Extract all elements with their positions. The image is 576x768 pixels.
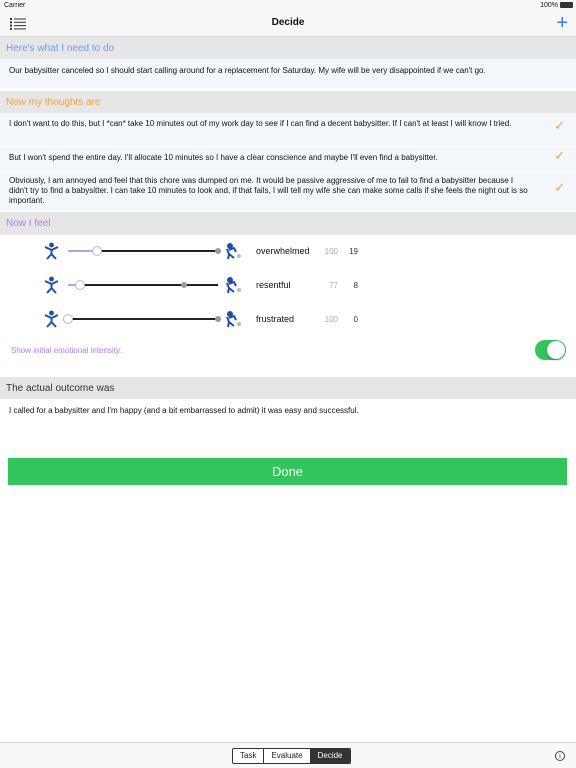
thought-item[interactable] xyxy=(0,173,576,211)
distressed-figure-icon xyxy=(224,310,242,328)
emotion-name: frustrated xyxy=(256,314,295,324)
emotion-row xyxy=(0,306,576,334)
show-initial-toggle[interactable] xyxy=(535,340,566,360)
calm-figure-icon xyxy=(44,242,59,260)
tab-task[interactable]: Task xyxy=(233,749,264,763)
initial-value: 100 xyxy=(324,247,338,256)
navigation-bar xyxy=(0,11,576,37)
show-initial-label: Show initial emotional intensity: xyxy=(11,346,123,355)
emotion-name: overwhelmed xyxy=(256,246,310,256)
current-value: 8 xyxy=(353,281,358,290)
outcome-header: The actual outcome was xyxy=(0,377,576,399)
initial-value: 100 xyxy=(324,315,338,324)
thoughts-header: Now my thoughts are xyxy=(0,91,576,113)
outcome-text[interactable]: I called for a babysitter and I'm happy (and a bit embarrassed to admit) it was easy and successful. xyxy=(9,406,359,415)
checkmark-icon: ✓ xyxy=(554,148,565,163)
distressed-figure-icon xyxy=(224,276,242,294)
initial-marker xyxy=(215,316,221,322)
slider-track[interactable] xyxy=(68,318,218,320)
checkmark-icon: ✓ xyxy=(554,180,565,195)
battery-percent: 100% xyxy=(540,2,558,9)
distressed-figure-icon xyxy=(224,242,242,260)
initial-marker xyxy=(181,282,187,288)
feel-header: Now I feel xyxy=(0,212,576,235)
page-title: Decide xyxy=(271,17,305,28)
thought-item[interactable] xyxy=(0,147,576,172)
info-icon[interactable]: i xyxy=(555,751,565,761)
mode-segmented-control xyxy=(232,748,351,764)
need-header: Here's what I need to do xyxy=(0,37,576,59)
toggle-thumb xyxy=(547,341,565,359)
current-value: 0 xyxy=(353,315,358,324)
thought-text: Obviously, I am annoyed and feel that this chore was dumped on me. It would be passive aggressive of me to fail to find a babysitter because I didn't try to find a babysitter. I can take 10 minutes to look and, if that fails, I will tell my wife she can make some calls if she feels the night out is so important. xyxy=(9,176,528,205)
emotion-name: resentful xyxy=(256,280,291,290)
carrier-label: Carrier xyxy=(4,2,26,9)
thought-text: But I won't spend the entire day. I'll allocate 10 minutes so I have a clear conscience and maybe I'll even find a babysitter. xyxy=(9,153,438,162)
plus-icon[interactable]: + xyxy=(556,12,568,34)
calm-figure-icon xyxy=(44,276,59,294)
thought-item[interactable] xyxy=(0,113,576,146)
bottom-toolbar xyxy=(0,742,576,768)
initial-value: 77 xyxy=(329,281,338,290)
tab-evaluate[interactable]: Evaluate xyxy=(264,749,310,763)
done-button[interactable]: Done xyxy=(8,458,567,485)
emotion-row xyxy=(0,272,576,300)
current-value: 19 xyxy=(349,247,358,256)
calm-figure-icon xyxy=(44,310,59,328)
slider-thumb[interactable] xyxy=(63,314,73,324)
slider-track[interactable] xyxy=(68,284,218,286)
need-text[interactable]: Our babysitter canceled so I should start calling around for a replacement for Saturday. My wife will be very disappointed if we can't go. xyxy=(0,59,576,88)
emotion-row xyxy=(0,238,576,266)
slider-thumb[interactable] xyxy=(75,280,85,290)
status-bar xyxy=(0,0,576,11)
checkmark-icon: ✓ xyxy=(554,118,565,133)
slider-thumb[interactable] xyxy=(92,246,102,256)
initial-marker xyxy=(215,248,221,254)
thought-text: I don't want to do this, but I *can* take 10 minutes out of my work day to see if I can find a decent babysitter. If I can't at least I will know I tried. xyxy=(9,119,512,128)
tab-decide[interactable]: Decide xyxy=(311,749,350,763)
battery-icon xyxy=(560,2,573,8)
